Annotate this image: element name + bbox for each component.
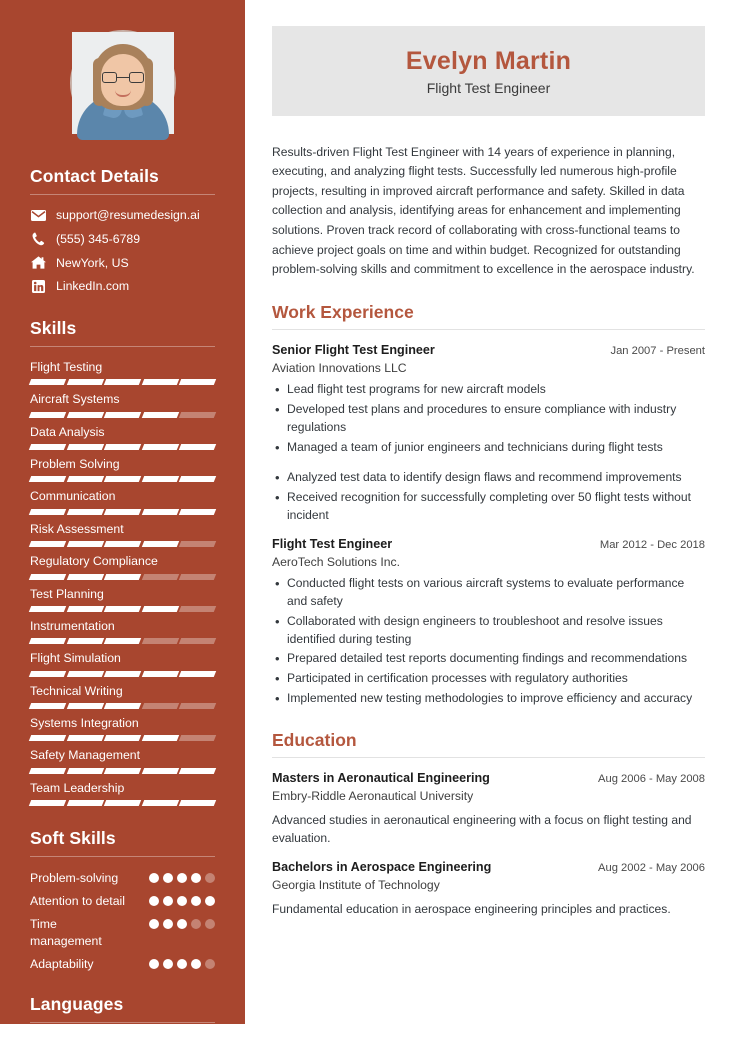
skill-item	[30, 619, 215, 644]
rating-dot	[163, 896, 173, 906]
work-entry	[272, 536, 705, 708]
skill-bar-segment	[142, 606, 179, 612]
contact-details-heading: Contact Details	[30, 166, 159, 186]
skill-bar-segment	[29, 735, 66, 741]
skill-bar-segment	[179, 379, 216, 385]
education-school: Embry-Riddle Aeronautical University	[272, 788, 474, 803]
work-bullet: • Developed test plans and procedures to ensure compliance with industry regulations	[272, 401, 705, 437]
contact-list	[30, 208, 215, 294]
skill-bar-segment	[66, 541, 103, 547]
education-entry	[272, 859, 705, 919]
soft-skill-label: Time management	[30, 917, 102, 948]
education-description: Fundamental education in aerospace engineering principles and practices.	[272, 902, 671, 917]
skill-bar-segment	[142, 412, 179, 418]
job-title: Flight Test Engineer	[426, 79, 551, 96]
skill-bar-segment	[142, 574, 179, 580]
rating-dot	[163, 873, 173, 883]
skill-bar-segment	[104, 541, 141, 547]
rating-dot	[191, 919, 201, 929]
work-entry-header	[272, 536, 705, 553]
work-bullet: • Implemented new testing methodologies to improve efficiency and accuracy	[272, 690, 705, 708]
skill-bar-segment	[142, 541, 179, 547]
education-divider	[272, 757, 705, 758]
skill-level-bar	[30, 606, 215, 612]
skill-bar-segment	[29, 509, 66, 515]
rating-dot	[149, 896, 159, 906]
skill-bar-segment	[179, 574, 216, 580]
skill-bar-segment	[29, 800, 66, 806]
education-description: Advanced studies in aeronautical engineering with a focus on flight testing and evaluation.	[272, 813, 692, 846]
avatar	[70, 30, 176, 136]
skill-bar-segment	[104, 671, 141, 677]
skill-bar-segment	[66, 606, 103, 612]
rating-dot	[149, 873, 159, 883]
skill-label: Systems Integration	[30, 715, 139, 730]
skill-level-bar	[30, 379, 215, 385]
soft-skills-divider	[30, 856, 215, 857]
skill-bar-segment	[104, 800, 141, 806]
skill-bar-segment	[142, 768, 179, 774]
skill-label: Regulatory Compliance	[30, 554, 158, 569]
skill-bar-segment	[104, 379, 141, 385]
skill-item	[30, 360, 215, 385]
rating-dot	[191, 873, 201, 883]
soft-skill-rating	[149, 916, 215, 929]
work-entry	[272, 342, 705, 525]
soft-skill-rating	[149, 870, 215, 883]
soft-skills-list	[30, 870, 215, 972]
skill-bar-segment	[179, 606, 216, 612]
education-entry-header	[272, 859, 705, 876]
work-experience-section	[272, 302, 705, 708]
contact-divider	[30, 194, 215, 195]
rating-dot	[163, 959, 173, 969]
skill-bar-segment	[66, 379, 103, 385]
education-entry-header	[272, 770, 705, 787]
skill-bar-segment	[29, 412, 66, 418]
work-bullet: • Collaborated with design engineers to troubleshoot and resolve issues identified during testing	[272, 613, 705, 649]
skill-bar-segment	[142, 379, 179, 385]
skill-level-bar	[30, 509, 215, 515]
skill-bar-segment	[179, 671, 216, 677]
skill-level-bar	[30, 671, 215, 677]
work-bullet: • Lead flight test programs for new aircraft models	[272, 381, 705, 399]
education-section	[272, 730, 705, 919]
skill-item	[30, 457, 215, 482]
skill-bar-segment	[66, 671, 103, 677]
skill-bar-segment	[179, 412, 216, 418]
soft-skill-rating	[149, 893, 215, 906]
skill-bar-segment	[29, 379, 66, 385]
skill-level-bar	[30, 703, 215, 709]
skill-bar-segment	[66, 476, 103, 482]
skill-label: Team Leadership	[30, 780, 125, 795]
work-bullet: • Prepared detailed test reports documenting findings and recommendations	[272, 650, 705, 668]
work-bullet: • Received recognition for successfully completing over 50 flight tests without incident	[272, 489, 705, 525]
skill-bar-segment	[142, 671, 179, 677]
work-date-range: Jan 2007 - Present	[610, 344, 705, 357]
work-date-range: Mar 2012 - Dec 2018	[599, 538, 705, 551]
education-degree: Bachelors in Aerospace Engineering	[272, 859, 492, 874]
rating-dot	[191, 959, 201, 969]
home-icon	[30, 256, 47, 270]
skill-label: Instrumentation	[30, 618, 115, 633]
skill-bar-segment	[179, 800, 216, 806]
soft-skills-section	[0, 828, 245, 972]
skill-bar-segment	[142, 800, 179, 806]
work-bullet: • Analyzed test data to identify design flaws and recommend improvements	[272, 469, 705, 487]
page-title: Evelyn Martin	[405, 47, 572, 75]
skill-bar-segment	[104, 509, 141, 515]
rating-dot	[205, 873, 215, 883]
skill-bar-segment	[104, 444, 141, 450]
glasses-icon	[102, 72, 144, 83]
skill-item	[30, 392, 215, 417]
skill-bar-segment	[66, 412, 103, 418]
skill-bar-segment	[66, 509, 103, 515]
skills-divider	[30, 346, 215, 347]
main-column	[245, 0, 730, 1024]
skill-label: Safety Management	[30, 748, 141, 763]
skill-bar-segment	[142, 735, 179, 741]
skill-item	[30, 425, 215, 450]
name-card	[272, 26, 705, 116]
skill-label: Flight Simulation	[30, 651, 121, 666]
skills-section	[0, 318, 245, 806]
soft-skill-row	[30, 870, 215, 886]
skill-bar-segment	[29, 476, 66, 482]
language-tag[interactable]: Spanish	[96, 1036, 159, 1060]
rating-dot	[205, 919, 215, 929]
rating-dot	[177, 919, 187, 929]
soft-skill-row	[30, 893, 215, 909]
skill-item	[30, 651, 215, 676]
skill-bar-segment	[104, 703, 141, 709]
rating-dot	[177, 959, 187, 969]
skill-level-bar	[30, 735, 215, 741]
skill-bar-segment	[179, 541, 216, 547]
linkedin-icon	[30, 280, 47, 294]
work-experience-heading: Work Experience	[272, 301, 414, 322]
soft-skill-label: Problem-solving	[30, 871, 119, 886]
skill-bar-segment	[142, 476, 179, 482]
language-tag[interactable]: English	[30, 1036, 89, 1060]
skill-bar-segment	[29, 574, 66, 580]
skill-bar-segment	[66, 800, 103, 806]
skill-label: Flight Testing	[30, 360, 103, 374]
education-date-range: Aug 2006 - May 2008	[598, 772, 705, 785]
skill-item	[30, 748, 215, 773]
skill-item	[30, 489, 215, 514]
skill-bar-segment	[142, 509, 179, 515]
skill-bar-segment	[142, 638, 179, 644]
soft-skills-heading: Soft Skills	[30, 828, 116, 849]
languages-heading: Languages	[30, 994, 124, 1015]
work-bullet: • Conducted flight tests on various aircraft systems to evaluate performance and safety	[272, 575, 705, 611]
sidebar	[0, 0, 245, 1056]
rating-dot	[177, 896, 187, 906]
skill-item	[30, 684, 215, 709]
skill-label: Technical Writing	[30, 683, 123, 698]
skill-bar-segment	[29, 638, 66, 644]
skill-item	[30, 716, 215, 741]
skill-bar-segment	[142, 703, 179, 709]
soft-skill-rating	[149, 956, 215, 969]
education-heading: Education	[272, 729, 357, 750]
rating-dot	[177, 873, 187, 883]
skills-list	[30, 360, 215, 806]
rating-dot	[149, 959, 159, 969]
skill-label: Problem Solving	[30, 457, 120, 472]
skill-bar-segment	[179, 476, 216, 482]
skill-bar-segment	[104, 412, 141, 418]
rating-dot	[149, 919, 159, 929]
skill-item	[30, 587, 215, 612]
skill-bar-segment	[104, 476, 141, 482]
work-company: AeroTech Solutions Inc.	[272, 554, 401, 569]
work-bullet: • Participated in certification processes with regulatory authorities	[272, 670, 705, 688]
skill-bar-segment	[104, 768, 141, 774]
skills-heading: Skills	[30, 318, 77, 338]
skill-bar-segment	[104, 574, 141, 580]
work-company: Aviation Innovations LLC	[272, 360, 407, 375]
skill-level-bar	[30, 638, 215, 644]
work-entries	[272, 342, 705, 708]
skill-bar-segment	[29, 541, 66, 547]
skill-bar-segment	[179, 735, 216, 741]
skill-bar-segment	[179, 768, 216, 774]
contact-row[interactable]	[30, 279, 215, 294]
education-school: Georgia Institute of Technology	[272, 877, 440, 892]
education-entries	[272, 770, 705, 919]
rating-dot	[205, 896, 215, 906]
languages-section	[0, 994, 245, 1060]
skill-item	[30, 522, 215, 547]
education-entry	[272, 770, 705, 848]
skill-bar-segment	[104, 735, 141, 741]
contact-row[interactable]	[30, 256, 215, 271]
skill-level-bar	[30, 541, 215, 547]
skill-bar-segment	[179, 703, 216, 709]
skill-bar-segment	[29, 671, 66, 677]
phone-icon	[30, 232, 47, 246]
skill-bar-segment	[29, 703, 66, 709]
skill-bar-segment	[104, 638, 141, 644]
skill-bar-segment	[66, 638, 103, 644]
skill-label: Risk Assessment	[30, 521, 124, 536]
skill-label: Data Analysis	[30, 424, 105, 439]
contact-value: support@resumedesign.ai	[56, 208, 200, 222]
contact-value: NewYork, US	[56, 255, 129, 270]
skill-bar-segment	[29, 768, 66, 774]
work-entry-header	[272, 342, 705, 359]
rating-dot	[205, 959, 215, 969]
skill-label: Communication	[30, 489, 116, 504]
skill-item	[30, 781, 215, 806]
work-bullet: • Managed a team of junior engineers and technicians during flight tests	[272, 439, 705, 457]
skill-bar-segment	[66, 703, 103, 709]
skill-label: Test Planning	[30, 586, 104, 601]
skill-bar-segment	[179, 444, 216, 450]
skill-level-bar	[30, 476, 215, 482]
contact-row[interactable]	[30, 208, 215, 223]
skill-bar-segment	[104, 606, 141, 612]
soft-skill-row	[30, 956, 215, 972]
professional-summary: Results-driven Flight Test Engineer with 14 years of experience in planning, executing, and analyzing flight tests. Successfully led numerous high-profile projects, resulting in improved aircraft performance and safety. Skilled in data collection and analysis, identifying areas for enhancement and implementing solutions. Proven track record of collaborating with cross-functional teams to achieve project goals on time and within budget. Recognized for outstanding problem-solving skills and commitment to excellence in the aerospace industry.	[272, 144, 695, 277]
skill-label: Aircraft Systems	[30, 392, 120, 407]
avatar-wrapper	[0, 30, 245, 136]
skill-bar-segment	[66, 444, 103, 450]
work-experience-divider	[272, 329, 705, 330]
skill-level-bar	[30, 768, 215, 774]
contact-row[interactable]	[30, 232, 215, 247]
skill-bar-segment	[179, 638, 216, 644]
skill-level-bar	[30, 800, 215, 806]
languages-divider	[30, 1022, 215, 1023]
skill-bar-segment	[29, 606, 66, 612]
work-role: Flight Test Engineer	[272, 536, 393, 551]
skill-level-bar	[30, 574, 215, 580]
skill-bar-segment	[66, 768, 103, 774]
rating-dot	[191, 896, 201, 906]
skill-bar-segment	[29, 444, 66, 450]
education-degree: Masters in Aeronautical Engineering	[272, 770, 490, 785]
skill-bar-segment	[142, 444, 179, 450]
soft-skill-label: Attention to detail	[30, 894, 126, 909]
rating-dot	[163, 919, 173, 929]
contact-value: (555) 345-6789	[56, 231, 141, 246]
skill-level-bar	[30, 412, 215, 418]
skill-bar-segment	[66, 574, 103, 580]
envelope-icon	[30, 208, 47, 222]
languages-list	[30, 1036, 215, 1060]
contact-details-section	[0, 166, 245, 294]
skill-bar-segment	[179, 509, 216, 515]
work-role: Senior Flight Test Engineer	[272, 342, 435, 357]
work-bullet-list	[272, 381, 705, 524]
education-date-range: Aug 2002 - May 2006	[598, 861, 705, 874]
soft-skill-row	[30, 916, 215, 948]
soft-skill-label: Adaptability	[30, 956, 94, 971]
skill-level-bar	[30, 444, 215, 450]
contact-value: LinkedIn.com	[56, 279, 130, 294]
skill-item	[30, 554, 215, 579]
skill-bar-segment	[66, 735, 103, 741]
work-bullet-list	[272, 575, 705, 707]
